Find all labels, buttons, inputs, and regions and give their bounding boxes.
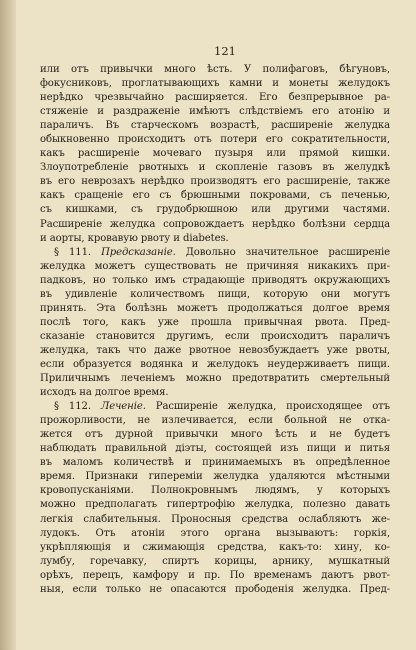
text-line: кровопусканіями. Полнокровнымъ людямъ, у которыхъ [40, 485, 390, 497]
text-line: Злоупотребленіе рвотныхъ и скопленіе газовъ въ желудкѣ [40, 162, 390, 174]
text-line: Приличнымъ леченіемъ можно предотвратить смертельный [40, 373, 390, 385]
text-line: или отъ привычки много ѣсть. У полифаговъ, бѣгуновъ, [40, 64, 390, 75]
text-line: лудокъ. Отъ атоніи этого органа вызываютъ: горкія, [40, 527, 390, 539]
text-line: § 111. Предсказаніе. Довольно значительное расширеніе [54, 246, 390, 258]
text-line: исходъ на долгое время. [40, 387, 169, 399]
text-line: § 112. Леченіе. Расширеніе желудка, происходящее отъ [54, 401, 390, 413]
text-line: прожорливости, не излечивается, если больной не отка- [40, 415, 390, 427]
page-number: 121 [214, 44, 236, 58]
text-line: легкія слабительныя. Проносныя средства ослабляютъ же- [40, 513, 390, 525]
text-line: какъ расширеніе мочеваго пузыря или прямой кишки. [40, 148, 390, 160]
text-line: укрѣпляющія и сжимающія средства, какъ-то: хину, ко- [40, 541, 390, 553]
text-line: въ удивленіе количествомъ пищи, которую они могутъ [40, 288, 390, 300]
page-gutter-shadow [0, 0, 16, 650]
text-line: жется отъ дурной привычки много ѣсть и не будетъ [40, 429, 390, 441]
text-line: желудка можетъ существовать не причиняя никакихъ при- [40, 260, 390, 272]
text-line: принять. Эта болѣзнь можетъ продолжаться долгое время [40, 302, 390, 314]
section-heading: Леченіе. [100, 401, 146, 413]
text-line: наблюдать правильной діэты, состоящей изъ пищи и питья [40, 443, 390, 455]
text-line: послѣ того, какъ уже прошла привычная рвота. Пред- [40, 316, 390, 328]
page-body [40, 63, 390, 597]
text-line: въ его неврозахъ нерѣдко производятъ его расширеніе, также [40, 176, 390, 188]
text-line: желудка, такъ что даже рвотное невозбуждаетъ уже рвоты, [40, 344, 390, 356]
section-heading: Предсказаніе. [101, 246, 176, 258]
text-line: стяженіе и раздраженіе имѣютъ слѣдствіемъ его атонію и [40, 106, 390, 118]
text-line: ныя, если только не опасаются прободенія желудка. Пред- [40, 583, 390, 595]
text-line: въ маломъ количествѣ и принимаемыхъ въ опредѣленное [40, 457, 390, 469]
text-line: какъ сращеніе его съ брюшными покровами, съ печенью, [40, 190, 390, 202]
text-line: если образуется водянка и желудокъ неудерживаетъ пищи. [40, 358, 390, 370]
text-line: и аорты, кровавую рвоту и diabetes. [40, 232, 229, 244]
text-line: Расширеніе желудка сопровождаетъ нерѣдко болѣзни сердца [40, 218, 390, 230]
paragraph-dilation-causes [40, 63, 390, 246]
text-line: можно предполагать гипертрофію желудка, полезно давать [40, 499, 390, 511]
text-line: орѣхъ, перецъ, камфору и пр. По временамъ даютъ рвот- [40, 569, 390, 581]
text-line: сказаніе становится другимъ, если происходитъ параличъ [40, 330, 390, 342]
text-line: фокусниковъ, проглатывающихъ камни и монеты желудокъ [40, 78, 390, 90]
text-line: обыкновенно происходитъ отъ потери его сократительности, [40, 134, 390, 146]
text-line: съ кишками, съ грудобрюшною или другими частями. [40, 204, 390, 216]
text-line: лумбу, горечавку, спиртъ корицы, арнику, мушкатный [40, 555, 390, 567]
text-line: нерѣдко чрезвычайно расширяется. Его безпрерывное ра- [40, 92, 390, 104]
paragraph-section-111-prognosis [40, 246, 390, 401]
paragraph-section-112-treatment [40, 400, 390, 597]
text-line: параличъ. Въ старческомъ возрастѣ, расширеніе желудка [40, 120, 390, 132]
text-line: время. Признаки гипереміи желудка удаляются мѣстными [40, 471, 390, 483]
text-line: падковъ, но только имъ страдающіе приводятъ окружающихъ [40, 274, 390, 286]
